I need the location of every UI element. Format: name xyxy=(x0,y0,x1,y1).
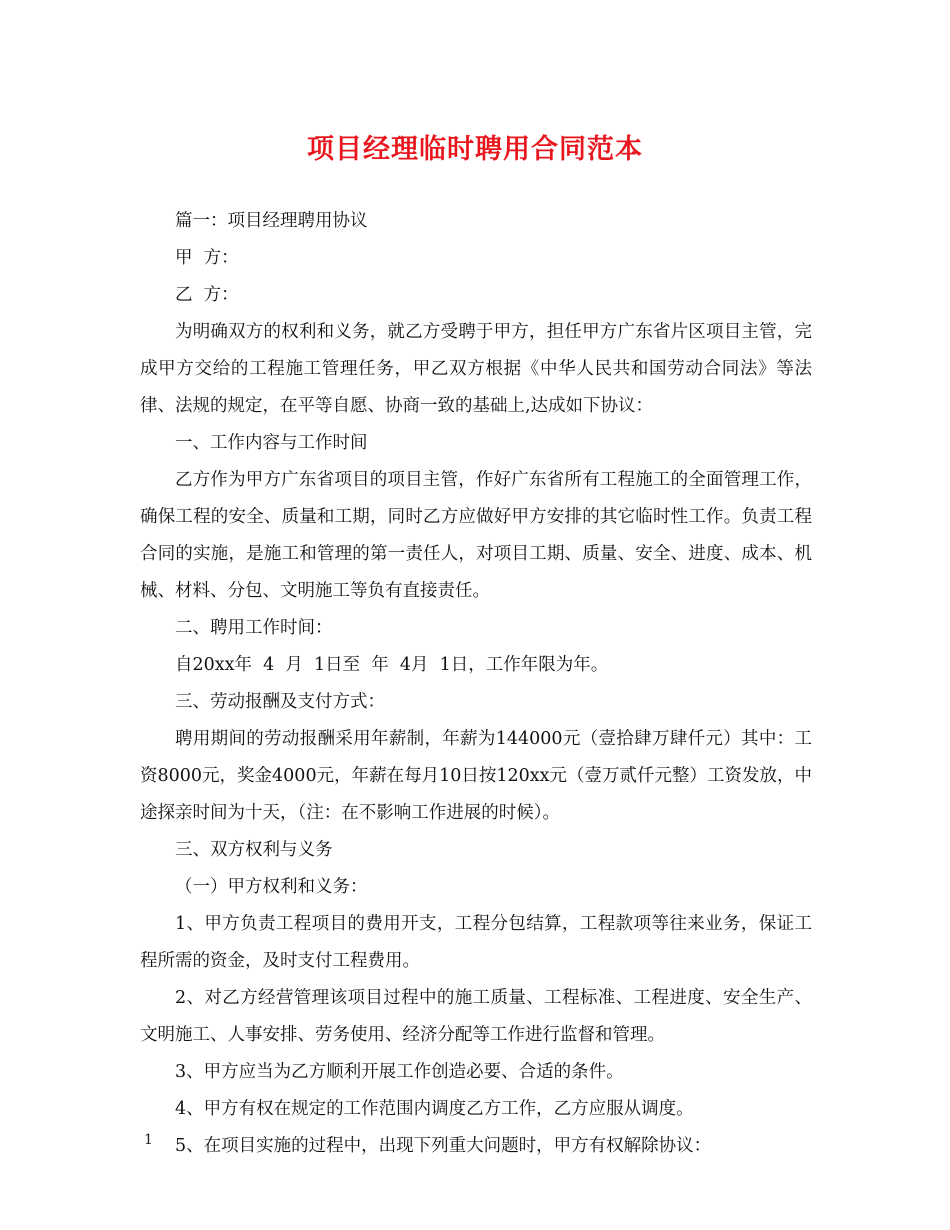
document-body xyxy=(140,203,812,1165)
paragraph: （一）甲方权利和义务： xyxy=(175,877,368,897)
paragraph: 4、甲方有权在规定的工作范围内调度乙方工作，乙方应服从调度。 xyxy=(175,1099,694,1119)
paragraph: 2、对乙方经营管理该项目过程中的施工质量、工程标准、工程进度、安全生产、文明施工、人事安排、劳务使用、经济分配等工作进行监督和管理。 xyxy=(140,988,812,1045)
paragraph: 三、劳动报酬及支付方式： xyxy=(175,692,385,712)
paragraph: 甲 方： xyxy=(175,248,239,268)
paragraph: 二、聘用工作时间： xyxy=(175,618,333,638)
paragraph: 三、双方权利与义务 xyxy=(175,840,333,860)
paragraph: 乙 方： xyxy=(175,285,239,305)
document-title: 项目经理临时聘用合同范本 xyxy=(307,134,643,165)
paragraph: 聘用期间的劳动报酬采用年薪制，年薪为144000元（壹拾肆万肆仟元）其中：工资8000元，奖金4000元，年薪在每月10日按120xx元（壹万贰仟元整）工资发放，中途探亲时间为十天，（注：在不影响工作进展的时候）。 xyxy=(140,729,812,823)
paragraph: 自20xx年 4 月 1日至 年 4月 1日，工作年限为年。 xyxy=(175,655,609,675)
paragraph: 篇一：项目经理聘用协议 xyxy=(175,211,368,231)
paragraph: 5、在项目实施的过程中，出现下列重大问题时，甲方有权解除协议： xyxy=(175,1136,712,1156)
paragraph: 3、甲方应当为乙方顺利开展工作创造必要、合适的条件。 xyxy=(175,1062,624,1082)
paragraph: 为明确双方的权利和义务，就乙方受聘于甲方，担任甲方广东省片区项目主管，完成甲方交给的工程施工管理任务，甲乙双方根据《中华人民共和国劳动合同法》等法律、法规的规定，在平等自愿、协商一致的基础上,达成如下协议： xyxy=(140,322,812,416)
page-number: 1 xyxy=(144,1132,153,1148)
paragraph: 1、甲方负责工程项目的费用开支，工程分包结算，工程款项等往来业务，保证工程所需的资金，及时支付工程费用。 xyxy=(140,914,812,971)
paragraph: 乙方作为甲方广东省项目的项目主管，作好广东省所有工程施工的全面管理工作，确保工程的安全、质量和工期，同时乙方应做好甲方安排的其它临时性工作。负责工程合同的实施，是施工和管理的第一责任人，对项目工期、质量、安全、进度、成本、机械、材料、分包、文明施工等负有直接责任。 xyxy=(140,470,812,601)
paragraph: 一、工作内容与工作时间 xyxy=(175,433,368,453)
